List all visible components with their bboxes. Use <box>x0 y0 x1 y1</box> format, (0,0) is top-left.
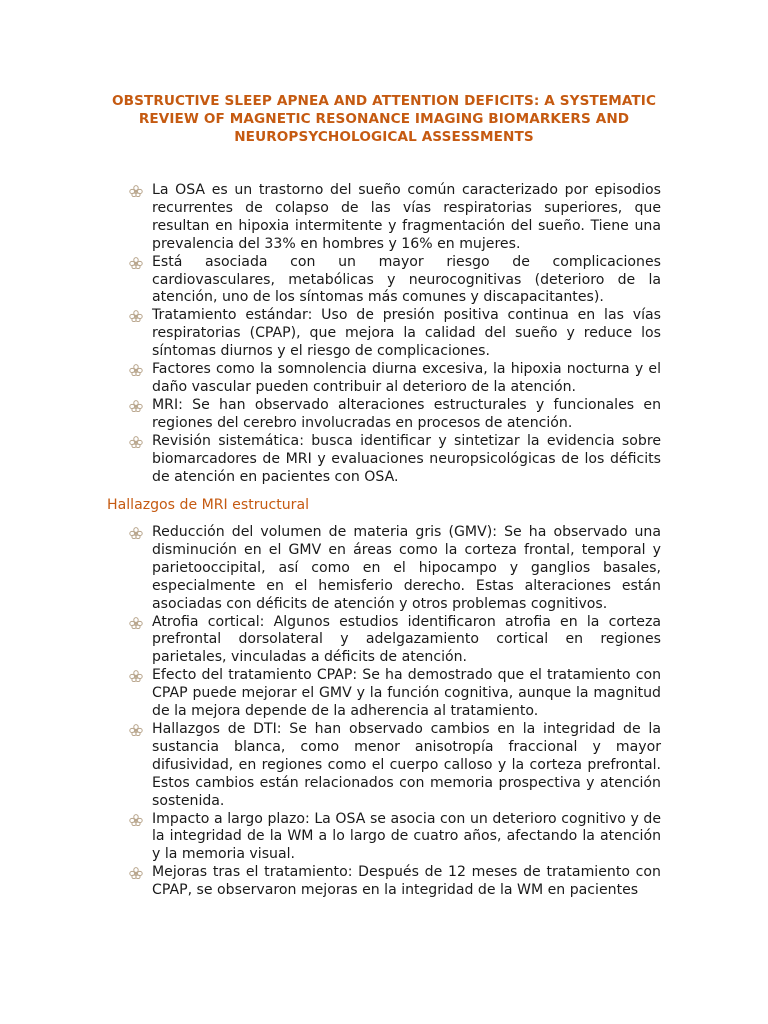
list-item-text: La OSA es un trastorno del sueño común caracterizado por episodios recurrentes de colapso de las vías respiratorias superiores, que resultan en hipoxia intermitente y fragmentación del sueño. Tiene una prevalencia del 33% en hombres y 16% en mujeres. <box>152 182 661 252</box>
title-line-1: OBSTRUCTIVE SLEEP APNEA AND ATTENTION DEFICITS: A SYSTEMATIC <box>111 93 657 109</box>
list-item-text: Impacto a largo plazo: La OSA se asocia con un deterioro cognitivo y de la integridad de la WM a lo largo de cuatro años, afectando la atención y la memoria visual. <box>152 810 661 863</box>
flower-bullet-icon <box>129 257 143 269</box>
list-item <box>126 397 661 433</box>
list-item <box>126 433 661 487</box>
list-item <box>126 254 661 308</box>
list-item-text: Reducción del volumen de materia gris (GMV): Se ha observado una disminución en el GMV en áreas como la corteza frontal, temporal y parietooccipital, así como en el hipocampo y ganglios basales, especialmente en el hemisferio derecho. Estas alteraciones están asociadas con déficits de atención y otros problemas cognitivos. <box>152 524 661 612</box>
list-item-text: Está asociada con un mayor riesgo de complicaciones cardiovasculares, metabólicas y neurocognitivas (deterioro de la atención, uno de los síntomas más comunes y discapacitantes). <box>152 253 661 306</box>
flower-bullet-icon <box>129 527 143 539</box>
list-item <box>126 811 661 865</box>
flower-bullet-icon <box>129 185 143 197</box>
list-item <box>126 182 661 254</box>
list-item <box>126 361 661 397</box>
list-item-text: Hallazgos de DTI: Se han observado cambios en la integridad de la sustancia blanca, como menor anisotropía fraccional y mayor difusividad, en regiones como el cuerpo calloso y la corteza prefrontal. Estos cambios están relacionados con memoria prospectiva y atención sostenida. <box>152 720 661 809</box>
list-item <box>126 524 661 614</box>
flower-bullet-icon <box>129 310 143 322</box>
title-line-2: REVIEW OF MAGNETIC RESONANCE IMAGING BIOMARKERS AND <box>138 111 630 127</box>
title-line-3: NEUROPSYCHOLOGICAL ASSESSMENTS <box>234 129 534 145</box>
flower-bullet-icon <box>129 724 143 736</box>
intro-bullet-list <box>126 182 661 486</box>
list-item-text: Revisión sistemática: busca identificar y sintetizar la evidencia sobre biomarcadores de MRI y evaluaciones neuropsicológicas de los déficits de atención en pacientes con OSA. <box>152 432 661 485</box>
list-item <box>126 307 661 361</box>
flower-bullet-icon <box>129 867 143 879</box>
list-item-text: Atrofia cortical: Algunos estudios identificaron atrofia en la corteza prefrontal dorsolateral y adelgazamiento cortical en regiones parietales, vinculadas a déficits de atención. <box>152 613 661 666</box>
flower-bullet-icon <box>129 436 143 448</box>
list-item-text: Efecto del tratamiento CPAP: Se ha demostrado que el tratamiento con CPAP puede mejorar el GMV y la función cognitiva, aunque la magnitud de la mejora depende de la adherencia al tratamiento. <box>152 667 661 720</box>
flower-bullet-icon <box>129 814 143 826</box>
list-item-text: Mejoras tras el tratamiento: Después de 12 meses de tratamiento con CPAP, se observaron mejoras en la integridad de la WM en pacientes <box>152 864 661 899</box>
flower-bullet-icon <box>129 400 143 412</box>
list-item-text: Factores como la somnolencia diurna excesiva, la hipoxia nocturna y el daño vascular pueden contribuir al deterioro de la atención. <box>152 361 661 395</box>
list-item <box>126 721 661 811</box>
flower-bullet-icon <box>129 364 143 376</box>
flower-bullet-icon <box>129 670 143 682</box>
document-title <box>100 92 668 146</box>
list-item-text: MRI: Se han observado alteraciones estructurales y funcionales en regiones del cerebro involucradas en procesos de atención. <box>152 396 661 431</box>
list-item <box>126 667 661 721</box>
list-item <box>126 864 661 900</box>
section-heading: Hallazgos de MRI estructural <box>107 497 309 513</box>
flower-bullet-icon <box>129 617 143 629</box>
list-item-text: Tratamiento estándar: Uso de presión positiva continua en las vías respiratorias (CPAP), que mejora la calidad del sueño y reduce los síntomas diurnos y el riesgo de complicaciones. <box>152 307 661 360</box>
mri-bullet-list <box>126 524 661 900</box>
list-item <box>126 614 661 668</box>
